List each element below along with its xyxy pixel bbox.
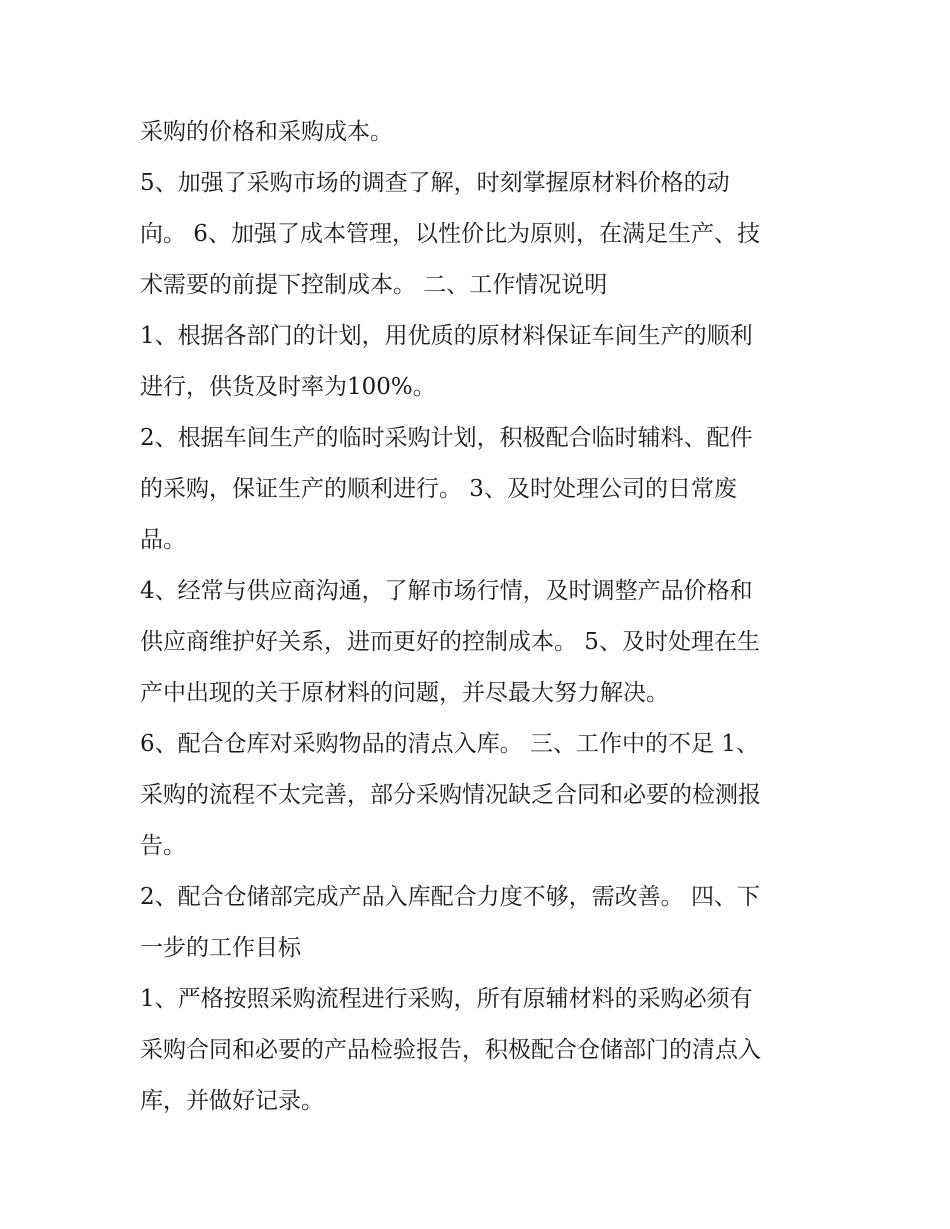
text-line: 1、根据各部门的计划，用优质的原材料保证车间生产的顺利 [140, 323, 753, 349]
text-line: 一步的工作目标 [140, 935, 301, 961]
text-line: 供应商维护好关系，进而更好的控制成本。 5、及时处理在生 [140, 629, 760, 655]
text-line: 2、配合仓储部完成产品入库配合力度不够，需改善。 四、下 [140, 884, 760, 910]
text-line: 5、加强了采购市场的调查了解，时刻掌握原材料价格的动 [140, 170, 730, 196]
text-line: 产中出现的关于原材料的问题，并尽最大努力解决。 [140, 680, 669, 706]
text-line: 库，并做好记录。 [140, 1088, 324, 1114]
text-line: 告。 [140, 833, 186, 859]
text-line: 进行，供货及时率为100%。 [140, 374, 436, 400]
text-line: 6、配合仓库对采购物品的清点入库。 三、工作中的不足 1、 [140, 731, 759, 757]
text-line: 术需要的前提下控制成本。 二、工作情况说明 [140, 272, 608, 298]
text-line: 品。 [140, 527, 186, 553]
body-text [140, 107, 820, 1127]
text-line: 采购的价格和采购成本。 [140, 119, 393, 145]
text-line: 采购的流程不太完善，部分采购情况缺乏合同和必要的检测报 [140, 782, 761, 808]
text-line: 采购合同和必要的产品检验报告，积极配合仓储部门的清点入 [140, 1037, 761, 1063]
text-line: 向。 6、加强了成本管理，以性价比为原则，在满足生产、技 [140, 221, 760, 247]
text-line: 4、经常与供应商沟通，了解市场行情，及时调整产品价格和 [140, 578, 753, 604]
text-line: 2、根据车间生产的临时采购计划，积极配合临时辅料、配件 [140, 425, 753, 451]
text-line: 1、严格按照采购流程进行采购，所有原辅材料的采购必须有 [140, 986, 753, 1012]
text-line: 的采购，保证生产的顺利进行。 3、及时处理公司的日常废 [140, 476, 737, 502]
